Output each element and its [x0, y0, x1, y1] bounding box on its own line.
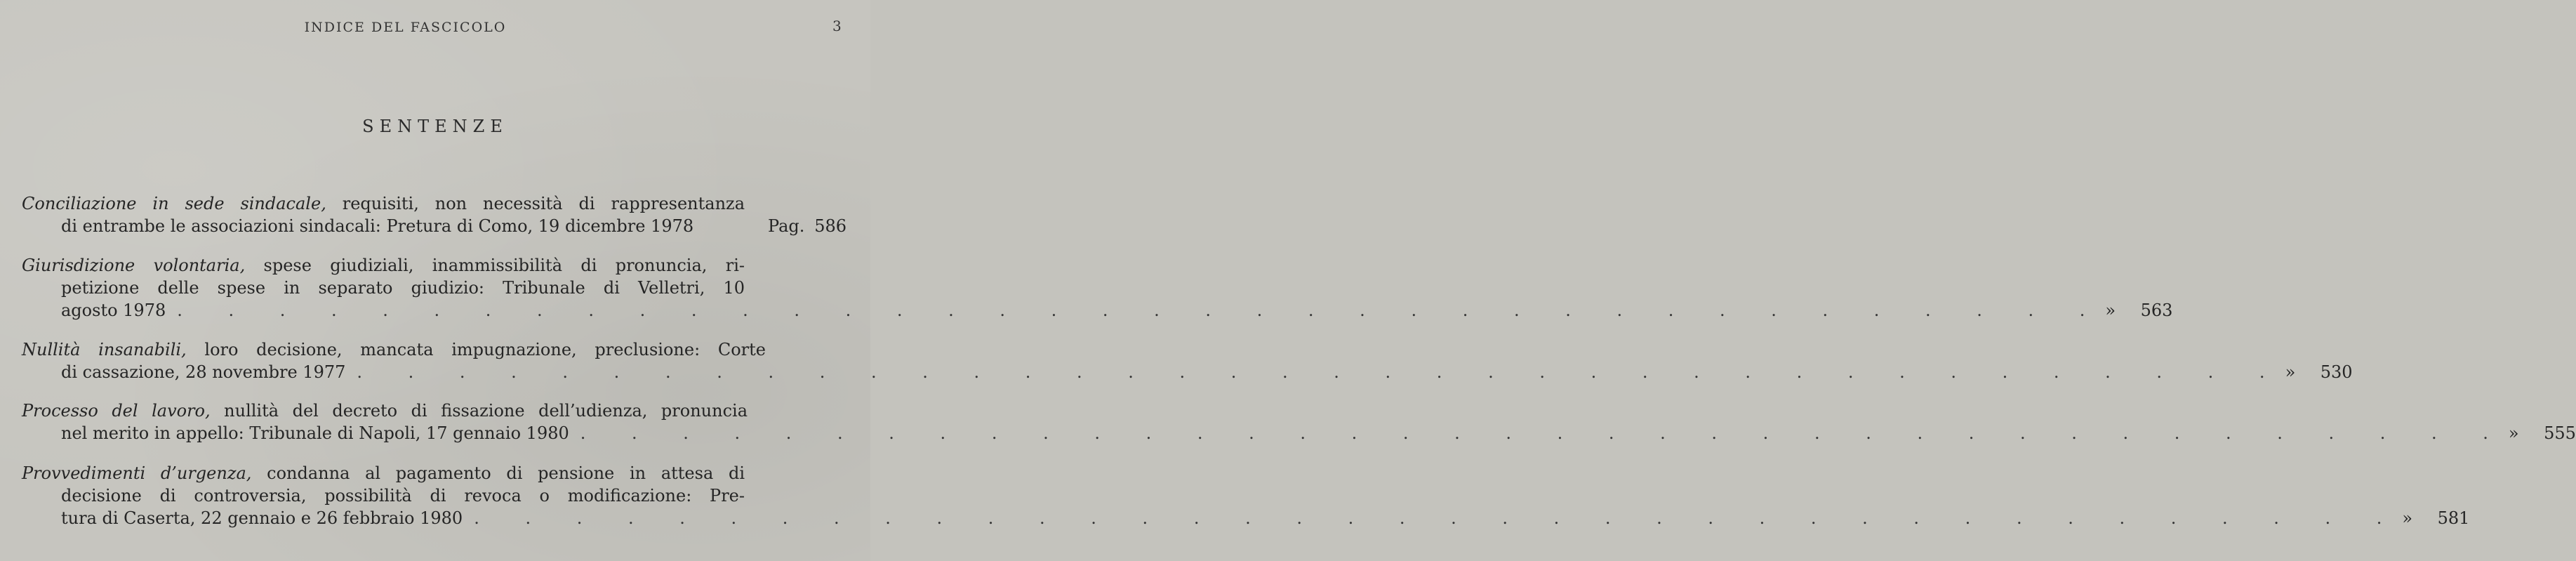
dot-leader: . . . . . . . . . . . . . . . . . . . . . . . . . . . . . . . . . . . . . . — [474, 508, 2403, 528]
entry-page-ref: Pag. — [768, 216, 805, 236]
entry-line — [22, 254, 745, 277]
entry-description: requisiti, non necessità di rappresentanza — [326, 194, 745, 213]
entry-last-line — [61, 507, 2470, 529]
dot-leader: . . . . . . . . . . . . . . . . . . . . . . . . . . . . . . . . . . . . . . — [580, 423, 2509, 443]
entry-topic: Giurisdizione volontaria, — [22, 256, 246, 275]
entry-line: decisione di controversia, possibilità di revoca o modificazione: Pre- — [61, 486, 745, 506]
entry-citation: di cassazione, 28 novembre 1977 — [61, 362, 346, 382]
entry-page-ref: » — [2105, 301, 2116, 320]
index-entry — [22, 338, 2353, 383]
entry-citation: di entrambe le associazioni sindacali: Pretura di Como, 19 dicembre 1978 — [61, 216, 694, 236]
entry-last-line — [61, 422, 2576, 444]
entry-page-number: 581 — [2437, 508, 2470, 528]
index-entry — [22, 192, 847, 237]
entry-line — [22, 462, 745, 484]
index-entry — [22, 254, 2173, 322]
entry-topic: Provvedimenti d’urgenza, — [22, 463, 252, 483]
entry-description: spese giudiziali, inammissibilità di pronuncia, ri- — [245, 256, 745, 275]
dot-leader: . . . . . . . . . . . . . . . . . . . . . . . . . . . . . . . . . . . . . . — [177, 301, 2106, 320]
entry-description: condanna al pagamento di pensione in attesa di — [251, 463, 745, 483]
entry-topic: Processo del lavoro, — [22, 401, 211, 421]
entry-description: loro decisione, mancata impugnazione, preclusione: Corte — [186, 340, 766, 359]
index-entry — [22, 462, 2470, 529]
entry-page-number: 555 — [2544, 423, 2576, 443]
entry-last-line — [61, 299, 2173, 322]
entry-line — [22, 400, 748, 422]
page-number: 3 — [832, 18, 842, 34]
entry-description: nullità del decreto di fissazione dell’udienza, pronuncia — [210, 401, 748, 421]
entry-page-number: 563 — [2140, 301, 2173, 320]
entry-citation: nel merito in appello: Tribunale di Napoli, 17 gennaio 1980 — [61, 423, 569, 443]
entry-page-number: 530 — [2320, 362, 2353, 382]
entry-topic: Nullità insanabili, — [22, 340, 187, 359]
index-entry — [22, 400, 2576, 444]
entry-line — [22, 338, 766, 361]
running-title: INDICE DEL FASCICOLO — [304, 20, 507, 35]
entry-page-ref: » — [2285, 362, 2296, 382]
entry-page-ref: » — [2508, 423, 2519, 443]
entry-line: petizione delle spese in separato giudizio: Tribunale di Velletri, 10 — [61, 278, 745, 298]
dot-leader: . . . . . . . . . . . . . . . . . . . . . . . . . . . . . . . . . . . . . . — [357, 362, 2285, 382]
entry-line — [22, 192, 745, 215]
entry-page-ref: » — [2402, 508, 2413, 528]
entry-last-line — [61, 215, 847, 237]
entry-topic: Conciliazione in sede sindacale, — [22, 194, 326, 213]
entry-citation: agosto 1978 — [61, 301, 166, 320]
entry-page-number: 586 — [814, 216, 847, 236]
entry-citation: tura di Caserta, 22 gennaio e 26 febbraio 1980 — [61, 508, 463, 528]
section-title: SENTENZE — [362, 117, 508, 136]
entry-last-line — [61, 361, 2353, 383]
